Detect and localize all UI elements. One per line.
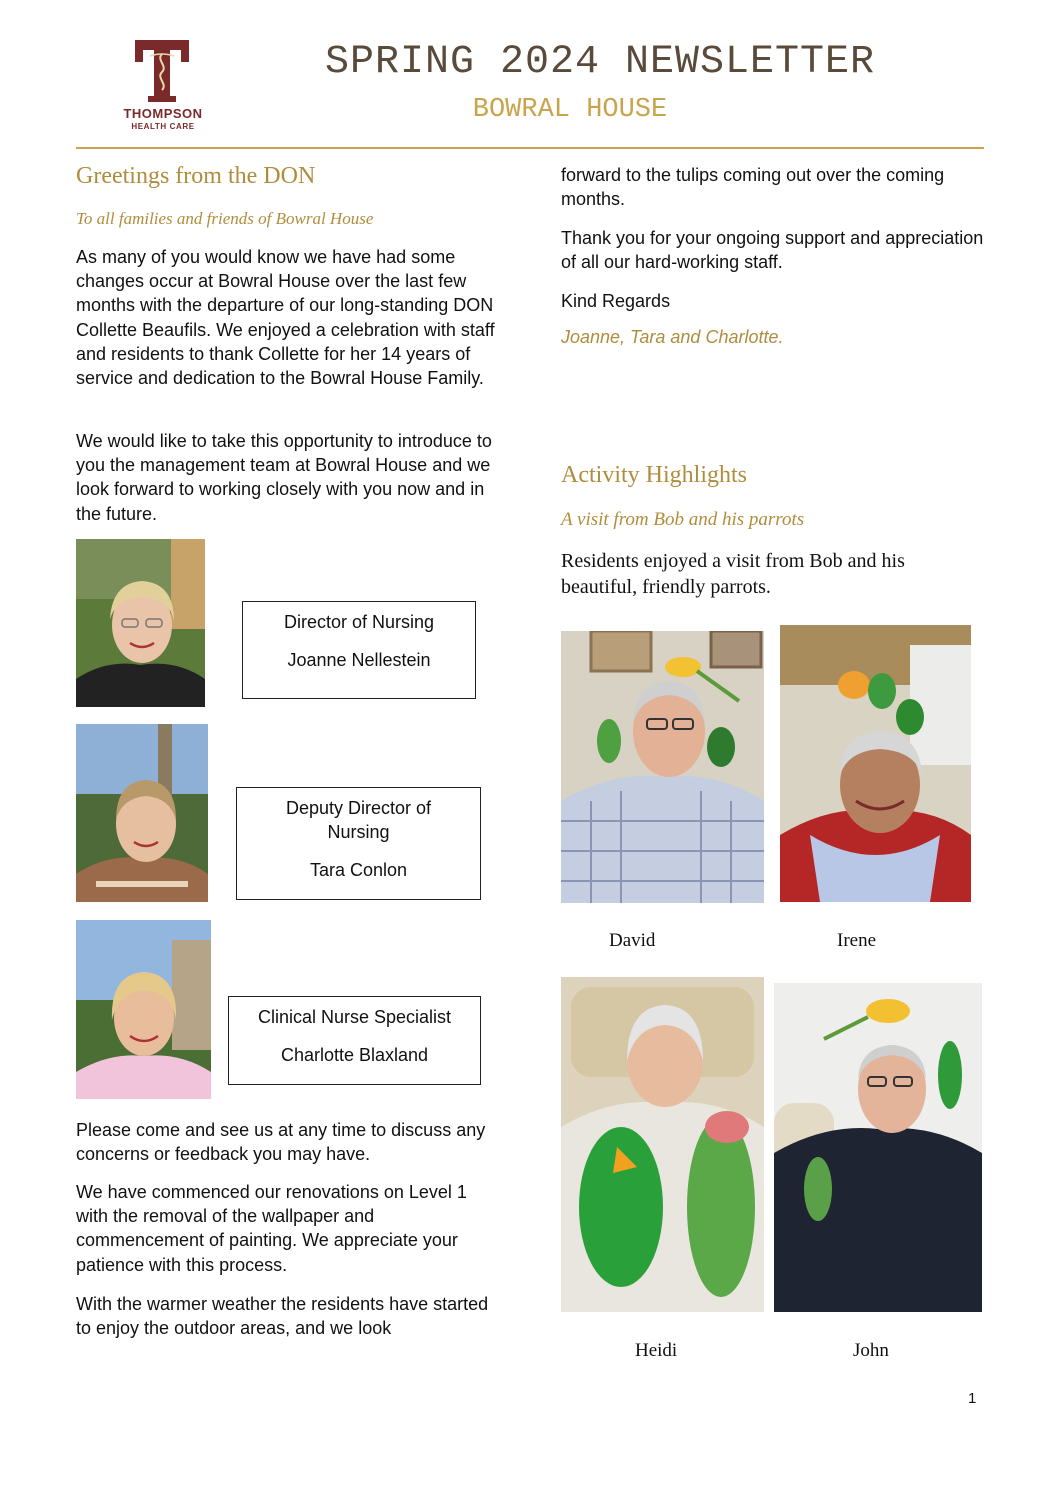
logo-subtitle: HEALTH CARE: [131, 122, 195, 131]
role-box-clinical: [228, 996, 481, 1085]
team-intro-paragraph: We would like to take this opportunity to introduce to you the management team at Bowral House and we look forward to working closely with you now and in the future.: [76, 431, 492, 524]
resident-photo-john: [774, 983, 982, 1312]
resident-photo-david: [561, 631, 764, 903]
activity-subheading: A visit from Bob and his parrots: [561, 509, 805, 530]
role-box-deputy: [236, 787, 481, 900]
thanks-paragraph: Thank you for your ongoing support and appreciation of all our hard-working staff.: [561, 228, 984, 273]
staff-photo-joanne: [76, 539, 205, 707]
intro-paragraph: As many of you would know we have had some changes occur at Bowral House over the last few months with the departure of our long-standing DON Collette Beaufils. We enjoyed a celebration with staff and residents to thank Collette for her 14 years of service and dedication to the Bowral House Family.: [76, 247, 495, 389]
regards-text: Kind Regards: [561, 291, 671, 311]
greetings-subheading: To all families and friends of Bowral House: [76, 209, 374, 228]
role-title: Clinical Nurse Specialist: [257, 1007, 452, 1027]
header-divider: [76, 147, 984, 149]
role-name: Joanne Nellestein: [287, 650, 431, 670]
weather-paragraph: With the warmer weather the residents have started to enjoy the outdoor areas, and we look: [76, 1294, 489, 1339]
staff-photo-tara: [76, 724, 208, 902]
newsletter-title: SPRING 2024 NEWSLETTER: [324, 40, 876, 85]
resident-photo-irene: [780, 625, 971, 902]
contact-paragraph: Please come and see us at any time to discuss any concerns or feedback you may have.: [76, 1120, 486, 1165]
role-box-director: [242, 601, 476, 699]
continued-paragraph: forward to the tulips coming out over the coming months.: [561, 165, 945, 210]
logo-name: THOMPSON: [123, 106, 203, 121]
caption-john: John: [853, 1340, 889, 1361]
role-name: Tara Conlon: [309, 860, 408, 880]
resident-photo-heidi: [561, 977, 764, 1312]
newsletter-subtitle: BOWRAL HOUSE: [472, 95, 668, 125]
activity-heading: Activity Highlights: [561, 462, 747, 488]
activity-paragraph: Residents enjoyed a visit from Bob and his beautiful, friendly parrots.: [561, 550, 905, 598]
page-number: 1: [968, 1390, 977, 1407]
role-title: Director of Nursing: [283, 612, 435, 632]
staff-photo-charlotte: [76, 920, 211, 1099]
caption-david: David: [609, 930, 656, 951]
caption-irene: Irene: [837, 930, 877, 951]
signature: Joanne, Tara and Charlotte.: [561, 327, 784, 347]
greetings-heading: Greetings from the DON: [76, 163, 316, 189]
role-title: Deputy Director of Nursing: [285, 798, 432, 842]
role-name: Charlotte Blaxland: [280, 1045, 429, 1065]
renovation-paragraph: We have commenced our renovations on Level 1 with the removal of the wallpaper and commencement of painting. We appreciate your patience with this process.: [76, 1182, 467, 1275]
caption-heidi: Heidi: [635, 1340, 678, 1361]
